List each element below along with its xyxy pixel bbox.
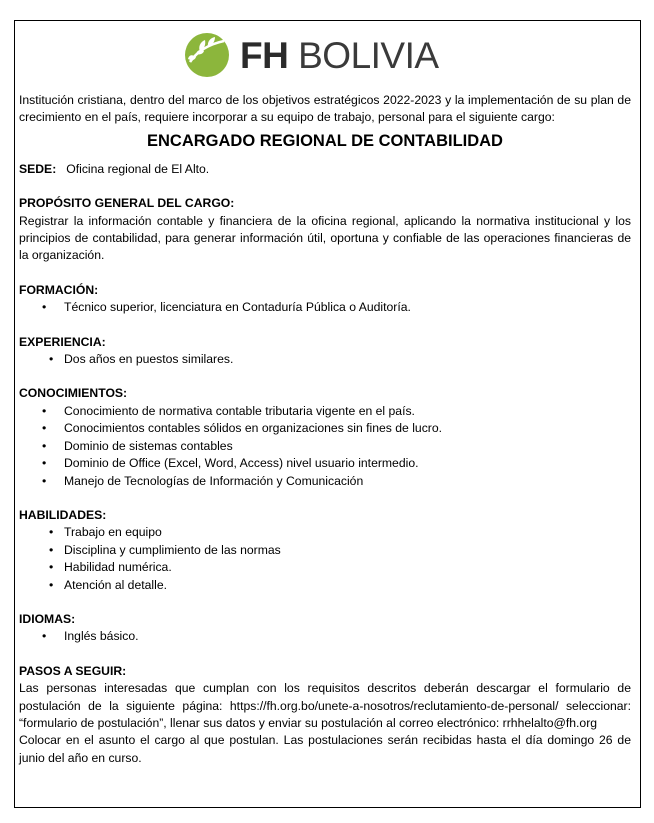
- pasos-paragraph-2: Colocar en el asunto el cargo al que postulan. Las postulaciones serán recibidas hasta el día domingo 26 de junio del año en curso.: [19, 733, 631, 765]
- document-body: [19, 92, 631, 767]
- section-pasos: [19, 663, 631, 767]
- section-formacion: [19, 282, 631, 317]
- job-title: ENCARGADO REGIONAL DE CONTABILIDAD: [147, 131, 503, 150]
- list-item: • Técnico superior, licenciatura en Contaduría Pública o Auditoría.: [19, 299, 631, 316]
- habilidades-list: [19, 524, 631, 594]
- idiomas-list: [19, 628, 631, 645]
- logo-wordmark: [240, 34, 439, 76]
- list-item: • Disciplina y cumplimiento de las normas: [19, 542, 631, 559]
- section-conocimientos: [19, 385, 631, 489]
- sede-label: SEDE:: [19, 161, 57, 176]
- formacion-heading: FORMACIÓN:: [19, 282, 99, 297]
- list-item: • Conocimiento de normativa contable tributaria vigente en el país.: [19, 403, 631, 420]
- experiencia-list: [19, 351, 631, 368]
- section-idiomas: [19, 611, 631, 646]
- section-proposito: [19, 195, 631, 265]
- list-item: • Conocimientos contables sólidos en organizaciones sin fines de lucro.: [19, 420, 631, 437]
- list-item: • Dominio de sistemas contables: [19, 438, 631, 455]
- fh-leaf-circle-icon: [184, 32, 230, 78]
- sede-value: Oficina regional de El Alto.: [66, 161, 210, 176]
- experiencia-heading: EXPERIENCIA:: [19, 334, 106, 349]
- list-item: • Atención al detalle.: [19, 577, 631, 594]
- sede-line: [19, 161, 631, 178]
- formacion-list: [19, 299, 631, 316]
- habilidades-heading: HABILIDADES:: [19, 507, 107, 522]
- section-habilidades: [19, 507, 631, 594]
- section-experiencia: [19, 334, 631, 369]
- list-item: • Habilidad numérica.: [19, 559, 631, 576]
- fh-bolivia-logo: [184, 32, 439, 78]
- pasos-heading: PASOS A SEGUIR:: [19, 663, 127, 678]
- proposito-text: Registrar la información contable y financiera de la oficina regional, aplicando la normativa institucional y los principios de contabilidad, para generar información útil, oportuna y confiable de las operaciones financieras de la organización.: [19, 213, 631, 263]
- idiomas-heading: IDIOMAS:: [19, 611, 76, 626]
- pasos-paragraph-1: Las personas interesadas que cumplan con los requisitos descritos deberán descargar el formulario de postulación de la siguiente página: https://fh.org.bo/unete-a-nosotros/reclutamiento-de-personal/ seleccionar: “formulario de postulación”, llenar sus datos y enviar su postulación al correo electrónico: rrhhelalto@fh.org: [19, 681, 631, 730]
- proposito-heading: PROPÓSITO GENERAL DEL CARGO:: [19, 196, 235, 211]
- intro-paragraph: Institución cristiana, dentro del marco de los objetivos estratégicos 2022-2023 y la implementación de su plan de crecimiento en el país, requiere incorporar a su equipo de trabajo, personal para el siguiente cargo:: [19, 93, 631, 125]
- logo-brand-rest: BOLIVIA: [298, 34, 439, 76]
- logo-brand-bold: FH: [240, 34, 289, 76]
- list-item: • Dos años en puestos similares.: [19, 351, 631, 368]
- conocimientos-list: [19, 403, 631, 490]
- conocimientos-heading: CONOCIMIENTOS:: [19, 386, 128, 401]
- list-item: • Dominio de Office (Excel, Word, Access) nivel usuario intermedio.: [19, 455, 631, 472]
- list-item: • Trabajo en equipo: [19, 524, 631, 541]
- list-item: • Inglés básico.: [19, 628, 631, 645]
- list-item: • Manejo de Tecnologías de Información y Comunicación: [19, 473, 631, 490]
